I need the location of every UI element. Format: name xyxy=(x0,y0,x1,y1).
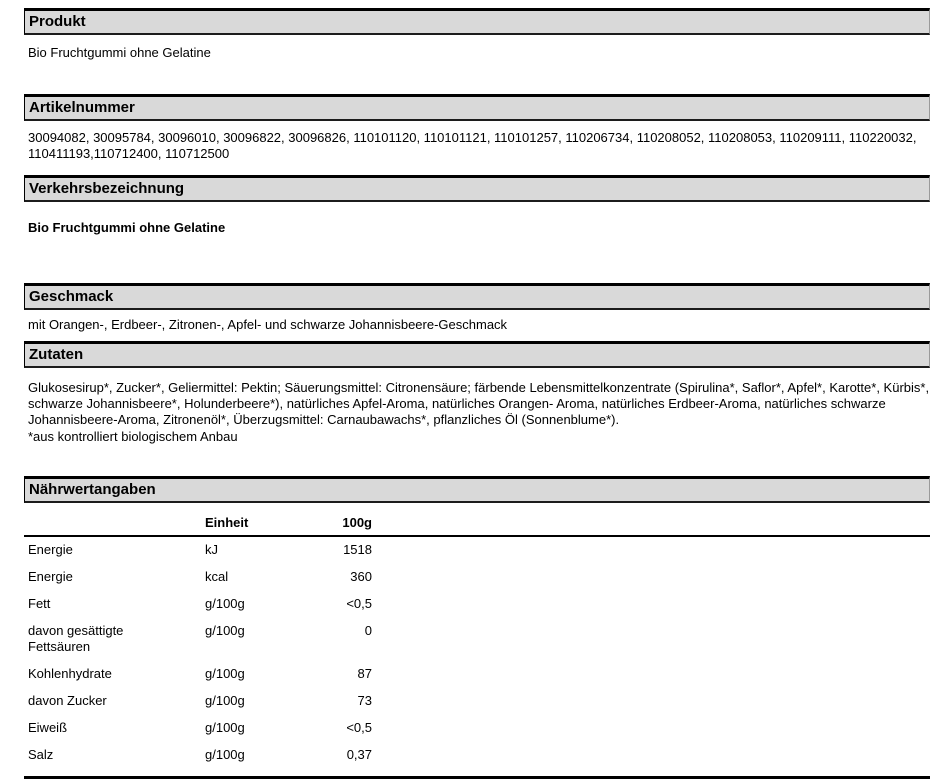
section-header-produkt: Produkt xyxy=(24,8,930,35)
section-artikelnummer xyxy=(24,94,930,162)
nutrition-header-per100g: 100g xyxy=(342,515,372,530)
section-header-artikelnummer: Artikelnummer xyxy=(24,94,930,121)
nutrient-value: <0,5 xyxy=(346,596,372,611)
nutrient-unit: g/100g xyxy=(205,693,245,708)
bio-footnote: *aus kontrolliert biologischem Anbau xyxy=(28,429,238,444)
nutrient-unit: g/100g xyxy=(205,747,245,762)
produkt-value: Bio Fruchtgummi ohne Gelatine xyxy=(28,45,211,60)
table-row xyxy=(24,688,930,715)
table-row xyxy=(24,591,930,618)
zutaten-value: Glukosesirup*, Zucker*, Geliermittel: Pektin; Säuerungsmittel: Citronensäure; färbende Lebensmittelkonzentrate (Spirulina*, Saflor*, Apfel*, Karotte*, Kürbis*, schwarze Johannisbeere*, Holunderbeere*), natürliches Apfel-Aroma, natürliches Orangen- Aroma, natürliches Erdbeer-Aroma, natürliches schwarze Johannisbeere-Aroma, Zitronenöl*, Überzugsmittel: Carnaubawachs*, pflanzliches Öl (Sonnenblume*). xyxy=(28,380,930,427)
nutrition-table xyxy=(24,503,930,779)
nutrient-label: Fett xyxy=(28,596,51,611)
nutrient-unit: g/100g xyxy=(205,720,245,735)
nutrient-value: 360 xyxy=(350,569,372,584)
nutrition-header-unit: Einheit xyxy=(205,515,249,530)
section-verkehrsbezeichnung xyxy=(24,175,930,236)
nutrient-value: 73 xyxy=(357,693,372,708)
table-row xyxy=(24,618,930,661)
nutrient-label: davon Zucker xyxy=(28,693,107,708)
nutrient-label: Kohlenhydrate xyxy=(28,666,112,681)
nutrient-value: 0,37 xyxy=(346,747,372,762)
section-header-verkehrsbezeichnung: Verkehrsbezeichnung xyxy=(24,175,930,202)
section-geschmack xyxy=(24,283,930,333)
nutrient-label: Energie xyxy=(28,569,73,584)
section-produkt xyxy=(24,8,930,61)
table-row xyxy=(24,715,930,742)
nutrient-label: davon gesättigte Fettsäuren xyxy=(28,623,124,654)
nutrient-label: Energie xyxy=(28,542,73,557)
nutrient-label: Eiweiß xyxy=(28,720,68,735)
section-header-geschmack: Geschmack xyxy=(24,283,930,310)
nutrient-value: <0,5 xyxy=(346,720,372,735)
section-naehrwertangaben xyxy=(24,476,930,779)
nutrient-unit: g/100g xyxy=(205,623,245,638)
section-zutaten xyxy=(24,341,930,445)
product-spec-sheet xyxy=(24,8,930,779)
table-bottom-rule xyxy=(24,769,930,779)
nutrient-unit: kcal xyxy=(205,569,229,584)
nutrient-value: 1518 xyxy=(343,542,372,557)
section-header-zutaten: Zutaten xyxy=(24,341,930,368)
table-row xyxy=(24,742,930,769)
verkehrsbezeichnung-value: Bio Fruchtgummi ohne Gelatine xyxy=(28,220,226,235)
nutrient-unit: g/100g xyxy=(205,666,245,681)
nutrient-unit: kJ xyxy=(205,542,218,557)
nutrient-label: Salz xyxy=(28,747,54,762)
nutrient-value: 87 xyxy=(357,666,372,681)
section-header-naehrwertangaben: Nährwertangaben xyxy=(24,476,930,503)
nutrition-table-header-row xyxy=(24,503,930,537)
table-row xyxy=(24,661,930,688)
nutrient-value: 0 xyxy=(364,623,372,638)
table-row xyxy=(24,564,930,591)
geschmack-value: mit Orangen-, Erdbeer-, Zitronen-, Apfel- und schwarze Johannisbeere-Geschmack xyxy=(28,317,508,332)
nutrient-unit: g/100g xyxy=(205,596,245,611)
table-row xyxy=(24,537,930,564)
artikelnummer-list: 30094082, 30095784, 30096010, 30096822, 30096826, 110101120, 110101121, 110101257, 110206734, 110208052, 110208053, 110209111, 110220032, 110411193,110712400, 110712500 xyxy=(28,130,917,161)
